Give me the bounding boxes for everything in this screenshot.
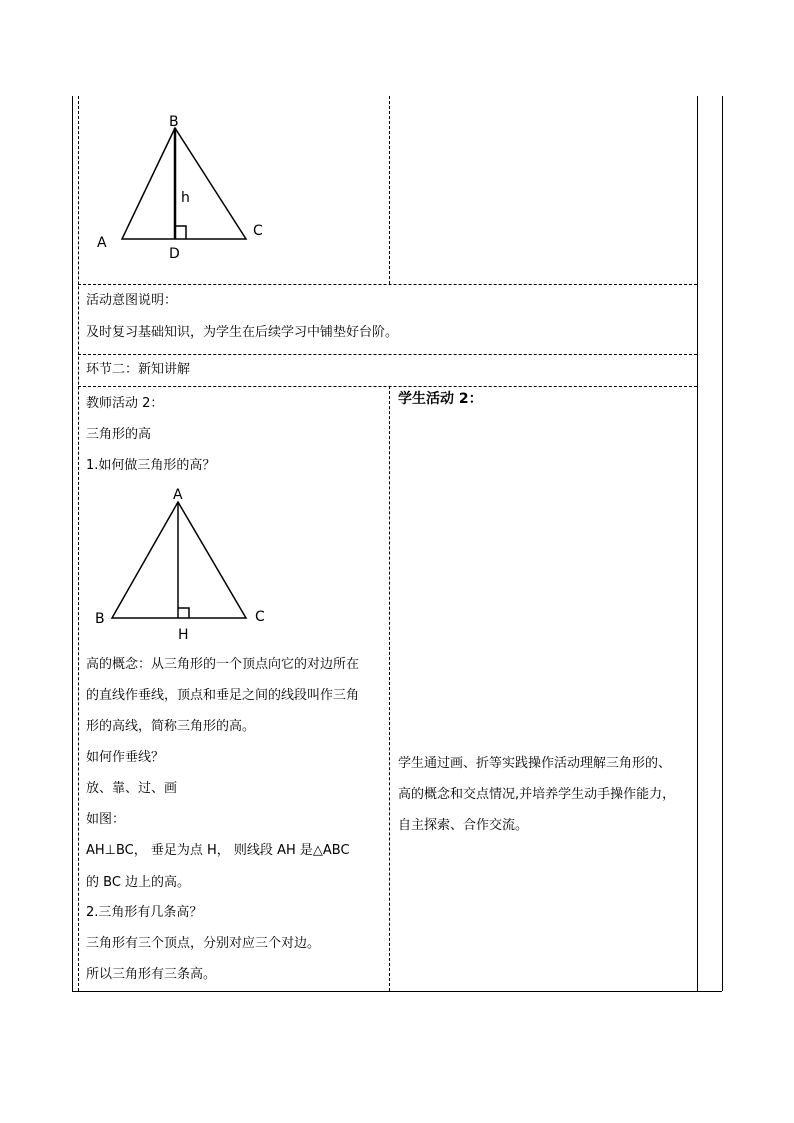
- label-b: B: [169, 114, 179, 130]
- label-h: h: [181, 190, 190, 206]
- label-h2: H: [178, 627, 189, 643]
- intent-title: 活动意图说明：: [86, 293, 178, 308]
- as-shown: 如图：: [86, 812, 126, 827]
- outer-left-border: [72, 96, 73, 991]
- row-divider-3: [78, 386, 697, 387]
- triangle-figure-abh: [90, 484, 280, 644]
- definition-line-1: 高的概念：从三角形的一个顶点向它的对边所在: [86, 657, 360, 672]
- student-line-2: 高的概念和交点情况,并培养学生动手操作能力，: [398, 787, 676, 802]
- row-divider-2: [78, 354, 697, 355]
- triangle-figure-abc: [90, 108, 280, 268]
- inner-right-border: [697, 96, 698, 991]
- section-title: 环节二：新知讲解: [86, 362, 191, 377]
- label-a2: A: [173, 487, 183, 503]
- outer-right-border: [722, 96, 723, 991]
- how-perpendicular: 如何作垂线？: [86, 750, 165, 765]
- teacher-subheading: 三角形的高: [86, 427, 152, 442]
- row-divider-1: [78, 284, 697, 285]
- bottom-border: [72, 991, 722, 992]
- definition-line-3: 形的高线，简称三角形的高。: [86, 719, 256, 734]
- question-1: 1.如何做三角形的高？: [86, 458, 216, 473]
- definition-line-2: 的直线作垂线，顶点和垂足之间的线段叫作三角: [86, 688, 360, 703]
- label-a: A: [97, 235, 107, 251]
- column-divider-top: [389, 96, 390, 284]
- intent-text: 及时复习基础知识，为学生在后续学习中铺垫好台阶。: [86, 325, 399, 340]
- label-c2: C: [255, 609, 265, 625]
- student-heading: 学生活动 2：: [398, 391, 483, 407]
- label-c: C: [253, 223, 263, 239]
- question-2: 2.三角形有几条高？: [86, 905, 203, 920]
- answer-line-1: 三角形有三个顶点，分别对应三个对边。: [86, 936, 321, 951]
- answer-line-2: 所以三角形有三条高。: [86, 967, 217, 982]
- student-line-1: 学生通过画、折等实践操作活动理解三角形的、: [398, 756, 672, 771]
- statement-line-2: 的 BC 边上的高。: [86, 875, 191, 890]
- column-divider-bottom: [389, 386, 390, 991]
- teacher-heading: 教师活动 2：: [86, 396, 164, 411]
- label-b2: B: [95, 611, 105, 627]
- student-line-3: 自主探索、合作交流。: [398, 818, 529, 833]
- steps: 放、靠、过、画: [86, 781, 178, 796]
- statement-line-1: AH⊥BC， 垂足为点 H， 则线段 AH 是△ABC: [86, 843, 350, 858]
- label-d: D: [169, 246, 180, 262]
- inner-left-border: [78, 96, 79, 991]
